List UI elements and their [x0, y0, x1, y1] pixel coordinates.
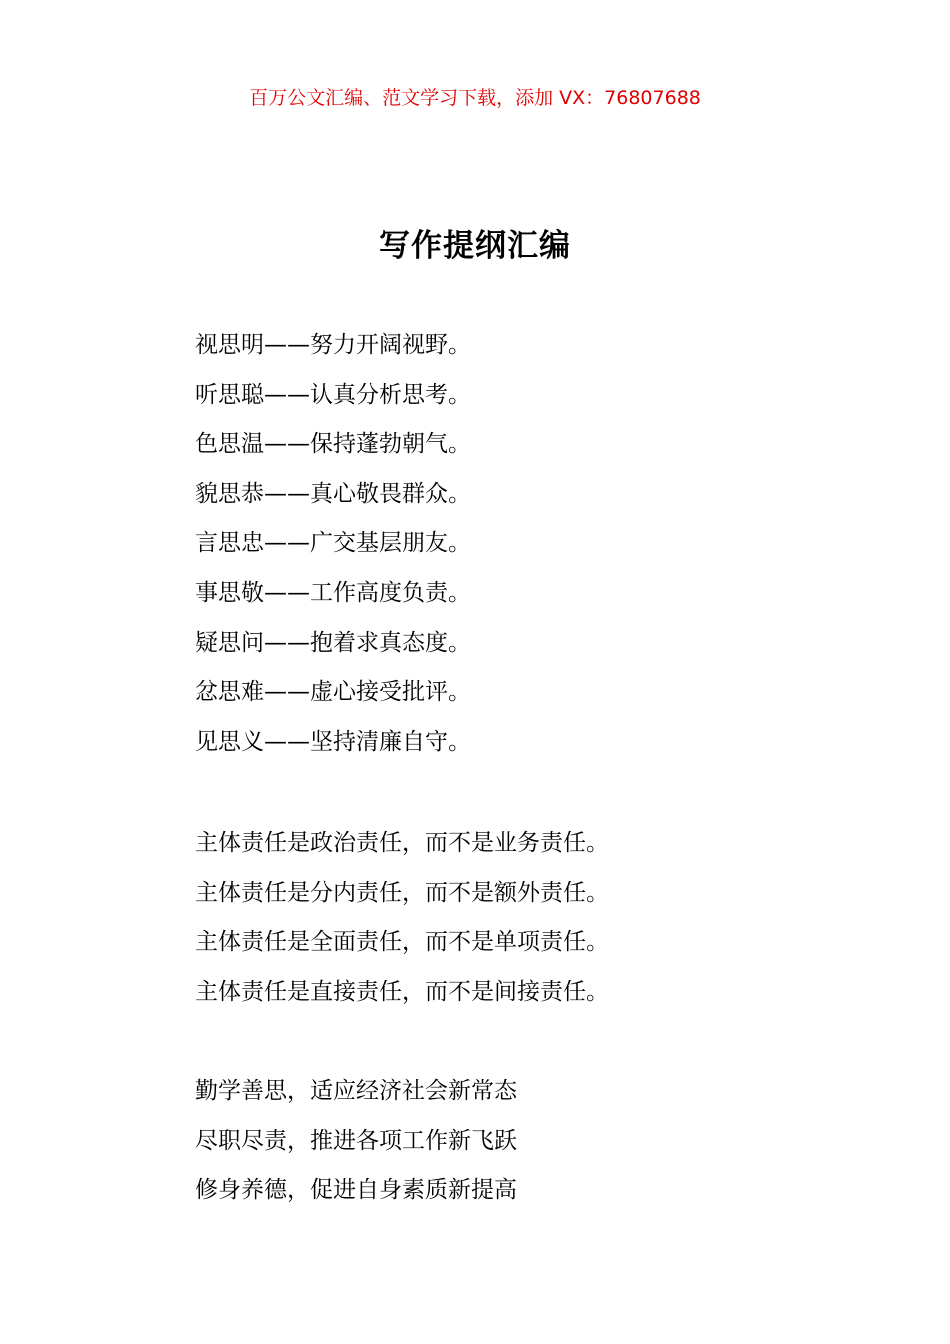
section-slogans — [195, 1074, 855, 1223]
list-item: 尽职尽责，推进各项工作新飞跃 — [195, 1127, 517, 1154]
page-title: 写作提纲汇编 — [379, 228, 571, 264]
list-item: 事思敬——工作高度负责。 — [195, 579, 471, 606]
list-item: 言思忠——广交基层朋友。 — [195, 530, 471, 557]
list-item: 主体责任是直接责任，而不是间接责任。 — [195, 978, 609, 1005]
list-item: 貌思恭——真心敬畏群众。 — [195, 480, 471, 507]
list-item: 勤学善思，适应经济社会新常态 — [195, 1078, 517, 1104]
list-item: 主体责任是政治责任，而不是业务责任。 — [195, 830, 609, 856]
list-item: 修身养德，促进自身素质新提高 — [195, 1177, 517, 1204]
list-item: 主体责任是全面责任，而不是单项责任。 — [195, 929, 609, 956]
section-nine-thoughts — [195, 328, 855, 774]
list-item: 主体责任是分内责任，而不是额外责任。 — [195, 879, 609, 906]
list-item: 色思温——保持蓬勃朝气。 — [195, 431, 471, 458]
list-item: 见思义——坚持清廉自守。 — [195, 728, 471, 755]
list-item: 听思聪——认真分析思考。 — [195, 381, 471, 408]
section-main-responsibility — [195, 826, 855, 1024]
header-note: 百万公文汇编、范文学习下载，添加 VX：76807688 — [249, 87, 701, 109]
list-item: 视思明——努力开阔视野。 — [195, 332, 471, 358]
list-item: 疑思问——抱着求真态度。 — [195, 629, 471, 656]
list-item: 忿思难——虚心接受批评。 — [195, 679, 471, 706]
